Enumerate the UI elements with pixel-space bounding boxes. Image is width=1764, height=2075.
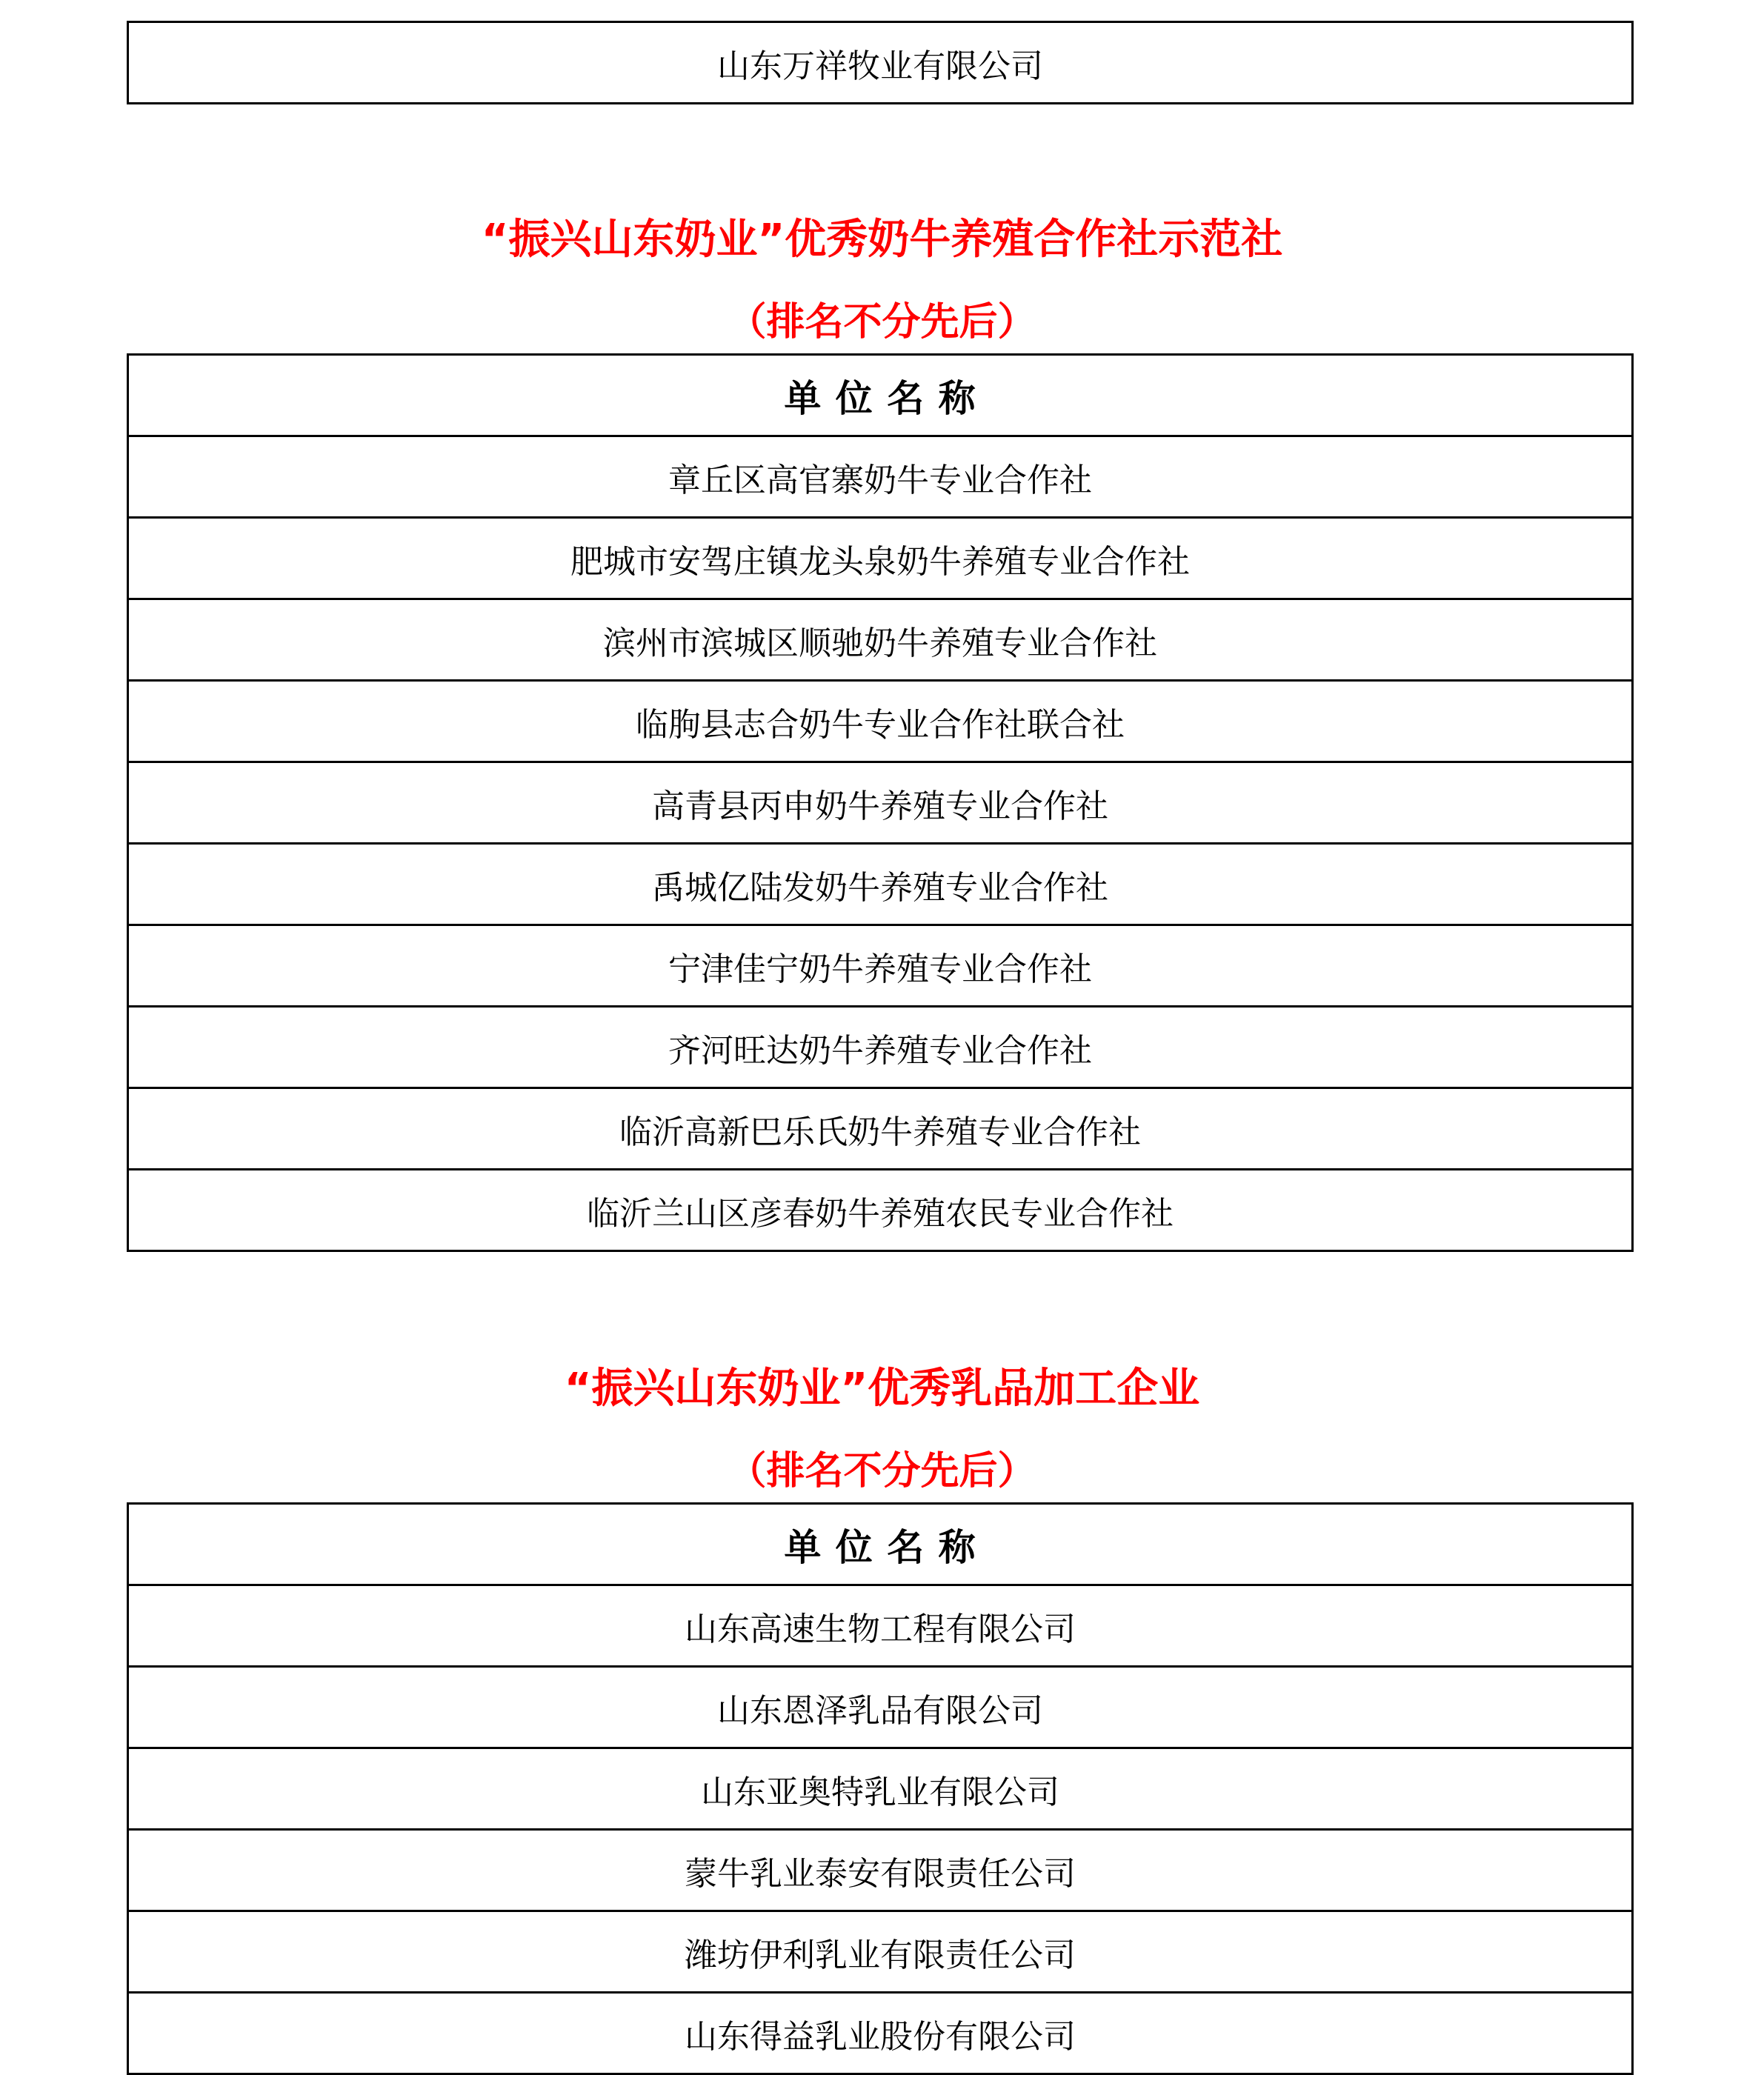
table-row — [128, 1911, 1633, 1993]
column-header-unit-name: 单 位 名 称 — [128, 355, 1633, 436]
table-cell: 山东亚奥特乳业有限公司 — [128, 1748, 1633, 1830]
table-row — [128, 1170, 1633, 1251]
table-cell: 宁津佳宁奶牛养殖专业合作社 — [128, 925, 1633, 1007]
table-cell: 临朐县志合奶牛专业合作社联合社 — [128, 681, 1633, 762]
table-row — [128, 1088, 1633, 1170]
table-cell: 临沂兰山区彦春奶牛养殖农民专业合作社 — [128, 1170, 1633, 1251]
section-subtitle-dairy-processors: （排名不分先后） — [728, 1449, 1036, 1493]
table-dairy-processors — [127, 1502, 1634, 2075]
table-row — [128, 518, 1633, 599]
table-cell: 山东得益乳业股份有限公司 — [128, 1993, 1633, 2074]
table-row — [128, 925, 1633, 1007]
section-title-dairy-processors: “振兴山东奶业”优秀乳品加工企业 — [564, 1365, 1200, 1413]
table-row — [128, 1667, 1633, 1748]
table-cooperatives — [127, 353, 1634, 1252]
table-header-row — [128, 355, 1633, 436]
section-subtitle-cooperatives: （排名不分先后） — [728, 300, 1036, 344]
table-header-row — [128, 1504, 1633, 1585]
table-row — [128, 436, 1633, 518]
table-row — [128, 22, 1633, 104]
table-row — [128, 681, 1633, 762]
table-row — [128, 1585, 1633, 1667]
table-cell: 山东恩泽乳品有限公司 — [128, 1667, 1633, 1748]
table-cell: 滨州市滨城区顺驰奶牛养殖专业合作社 — [128, 599, 1633, 681]
table-row — [128, 844, 1633, 925]
table-continued — [127, 21, 1634, 104]
table-row — [128, 762, 1633, 844]
table-cell: 齐河旺达奶牛养殖专业合作社 — [128, 1007, 1633, 1088]
table-cell: 蒙牛乳业泰安有限责任公司 — [128, 1830, 1633, 1911]
table-cell: 临沂高新巴乐氏奶牛养殖专业合作社 — [128, 1088, 1633, 1170]
table-cell: 肥城市安驾庄镇龙头泉奶牛养殖专业合作社 — [128, 518, 1633, 599]
table-row — [128, 1993, 1633, 2074]
table-cell: 章丘区高官寨奶牛专业合作社 — [128, 436, 1633, 518]
table-cell: 山东万祥牧业有限公司 — [128, 22, 1633, 104]
table-cell: 禹城亿陆发奶牛养殖专业合作社 — [128, 844, 1633, 925]
table-cell: 高青县丙申奶牛养殖专业合作社 — [128, 762, 1633, 844]
table-cell: 山东高速生物工程有限公司 — [128, 1585, 1633, 1667]
table-row — [128, 1830, 1633, 1911]
section-title-cooperatives: “振兴山东奶业”优秀奶牛养殖合作社示范社 — [481, 216, 1283, 264]
table-row — [128, 599, 1633, 681]
table-cell: 潍坊伊利乳业有限责任公司 — [128, 1911, 1633, 1993]
table-row — [128, 1007, 1633, 1088]
table-row — [128, 1748, 1633, 1830]
column-header-unit-name: 单 位 名 称 — [128, 1504, 1633, 1585]
